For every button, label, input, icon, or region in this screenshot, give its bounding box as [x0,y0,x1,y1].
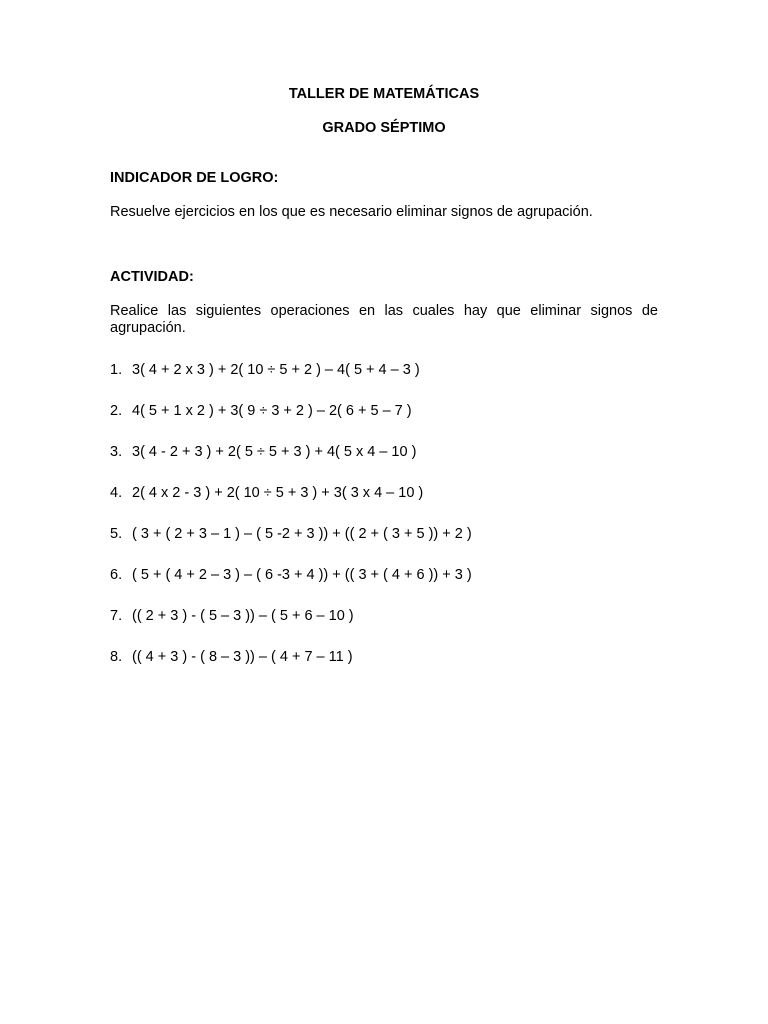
exercise-expression: 2( 4 x 2 - 3 ) + 2( 10 ÷ 5 + 3 ) + 3( 3 x 4 – 10 ) [132,485,424,501]
exercise-expression: ( 5 + ( 4 + 2 – 3 ) – ( 6 -3 + 4 )) + (( 3 + ( 4 + 6 )) + 3 ) [132,567,472,583]
exercise-expression: 3( 4 + 2 x 3 ) + 2( 10 ÷ 5 + 2 ) – 4( 5 + 4 – 3 ) [132,362,420,378]
exercise-item [110,607,670,625]
exercise-item [110,361,670,379]
exercise-expression: 4( 5 + 1 x 2 ) + 3( 9 ÷ 3 + 2 ) – 2( 6 + 5 – 7 ) [132,403,412,419]
exercise-number: 4. [110,485,123,501]
indicator-heading: INDICADOR DE LOGRO: [110,170,279,186]
exercise-expression: 3( 4 - 2 + 3 ) + 2( 5 ÷ 5 + 3 ) + 4( 5 x 4 – 10 ) [132,444,417,460]
exercise-number: 1. [110,362,123,378]
activity-instructions: Realice las siguientes operaciones en las cuales hay que eliminar signos de agrupación. [110,303,658,336]
exercise-expression: ( 3 + ( 2 + 3 – 1 ) – ( 5 -2 + 3 )) + (( 2 + ( 3 + 5 )) + 2 ) [132,526,472,542]
exercise-number: 2. [110,403,123,419]
exercise-item [110,484,670,502]
activity-heading: ACTIVIDAD: [110,269,194,285]
exercise-number: 3. [110,444,123,460]
document-subtitle: GRADO SÉPTIMO [322,120,446,136]
exercise-item [110,525,670,543]
exercise-item [110,566,670,584]
exercise-item [110,648,670,666]
exercise-number: 7. [110,608,123,624]
exercise-expression: (( 4 + 3 ) - ( 8 – 3 )) – ( 4 + 7 – 11 ) [132,649,353,665]
exercise-number: 8. [110,649,123,665]
exercise-number: 6. [110,567,123,583]
indicator-text: Resuelve ejercicios en los que es necesario eliminar signos de agrupación. [110,204,593,220]
exercise-item [110,402,670,420]
document-title: TALLER DE MATEMÁTICAS [288,86,480,102]
exercise-item [110,443,670,461]
exercise-number: 5. [110,526,123,542]
exercise-expression: (( 2 + 3 ) - ( 5 – 3 )) – ( 5 + 6 – 10 ) [132,608,354,624]
